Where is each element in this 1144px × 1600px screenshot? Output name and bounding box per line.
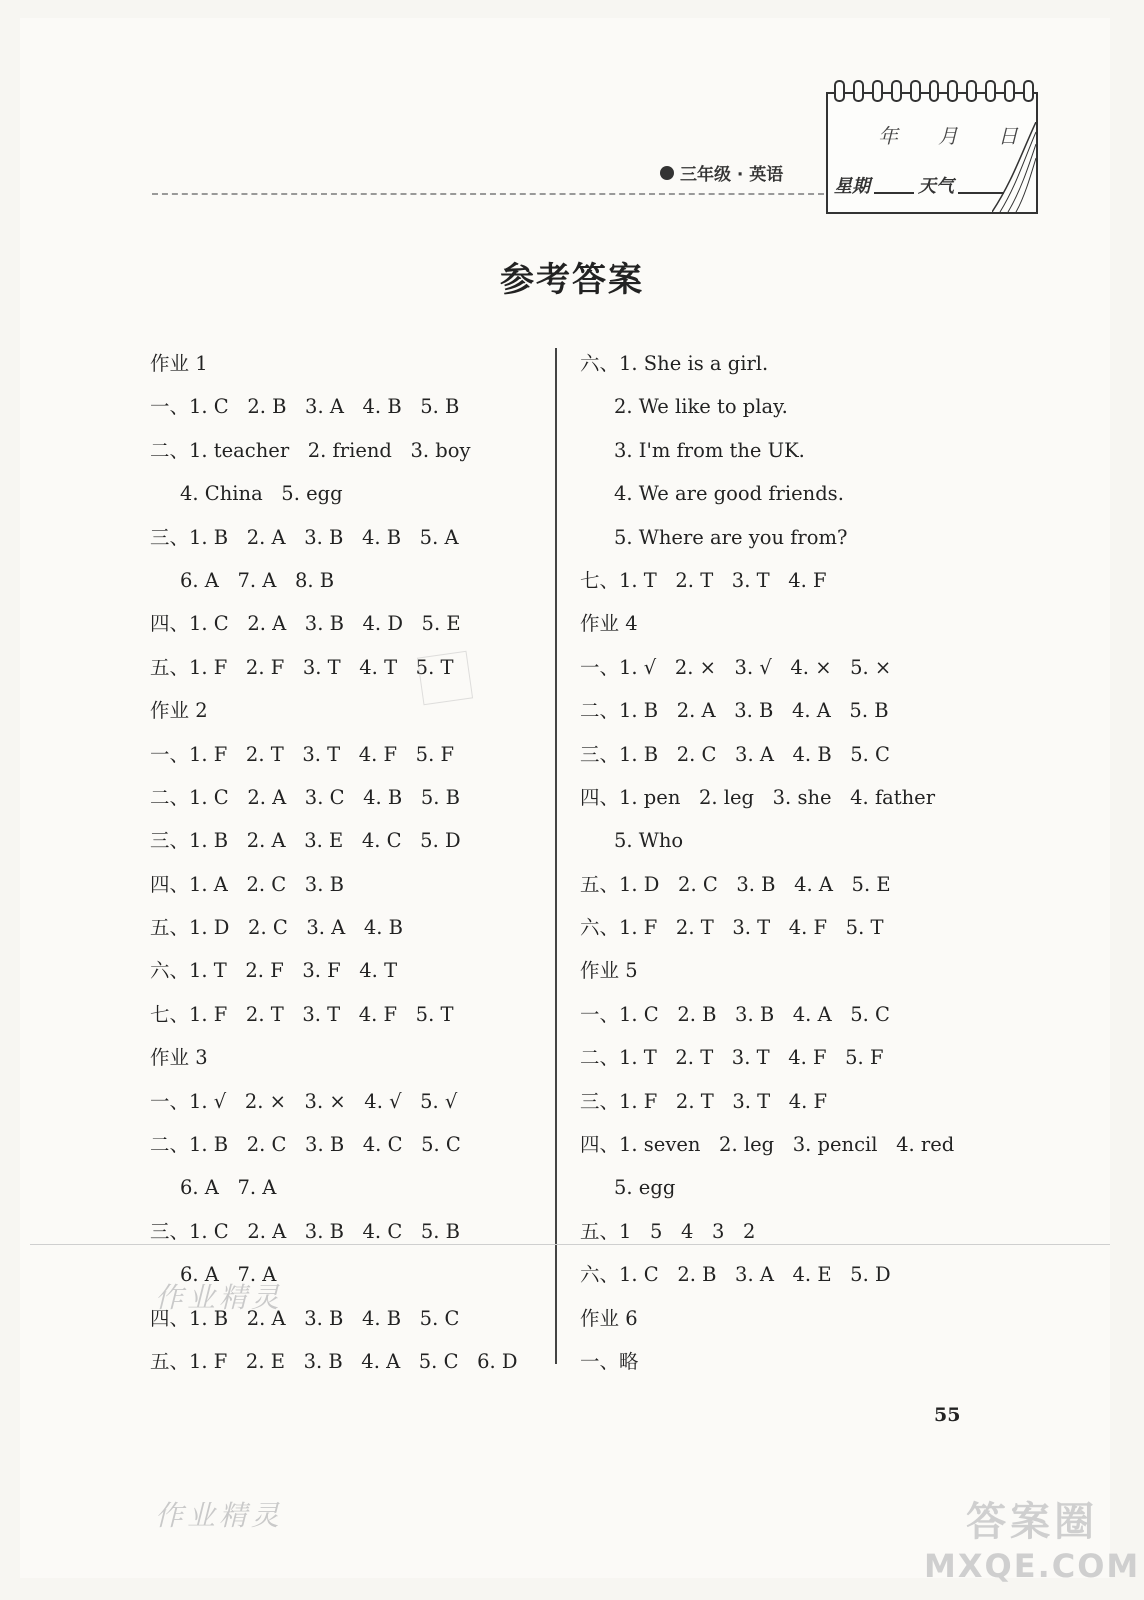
- calendar-week-label: 星期: [834, 176, 870, 197]
- answer-line: 二、1. B 2. C 3. B 4. C 5. C: [150, 1133, 461, 1157]
- stamp-watermark-icon: [417, 651, 473, 705]
- answer-line: 四、1. seven 2. leg 3. pencil 4. red: [580, 1133, 955, 1157]
- calendar-box: [826, 92, 1038, 214]
- answer-line: 三、1. C 2. A 3. B 4. C 5. B: [150, 1219, 460, 1243]
- answer-line: 五、1. D 2. C 3. A 4. B: [150, 916, 403, 940]
- homework-heading: 作业 3: [150, 1046, 208, 1070]
- calendar-month-label: 月: [938, 124, 958, 148]
- calendar-day-label: 日: [998, 124, 1018, 148]
- column-divider: [555, 348, 557, 1364]
- ring-icon: [985, 80, 996, 102]
- ring-icon: [966, 80, 977, 102]
- answer-line: 5. egg: [614, 1176, 676, 1200]
- answer-line: 二、1. teacher 2. friend 3. boy: [150, 438, 471, 462]
- homework-heading: 作业 6: [580, 1306, 638, 1330]
- homework-heading: 作业 4: [580, 612, 638, 636]
- answer-line: 四、1. C 2. A 3. B 4. D 5. E: [150, 612, 461, 636]
- answer-line: 6. A 7. A: [180, 1176, 277, 1200]
- answer-line: 三、1. B 2. C 3. A 4. B 5. C: [580, 742, 890, 766]
- answer-line: 5. Where are you from?: [614, 525, 848, 549]
- ring-icon: [947, 80, 958, 102]
- answer-line: 6. A 7. A: [180, 1263, 277, 1287]
- answers-right-column: [580, 342, 980, 1383]
- ring-icon: [834, 80, 845, 102]
- answer-line: 六、1. F 2. T 3. T 4. F 5. T: [580, 916, 884, 940]
- week-blank-line: [874, 190, 914, 194]
- answer-line: 五、1. F 2. F 3. T 4. T 5. T: [150, 655, 454, 679]
- page-number: 55: [934, 1404, 961, 1426]
- brand-watermark-bottom: MXQE.COM: [924, 1547, 1141, 1585]
- answer-line: 一、略: [580, 1349, 639, 1373]
- calendar-rings: [834, 80, 1034, 102]
- answer-line: 2. We like to play.: [614, 395, 788, 419]
- page-fold-line: [30, 1244, 1110, 1245]
- homework-heading: 作业 5: [580, 959, 638, 983]
- answer-line: 4. We are good friends.: [614, 482, 844, 506]
- answer-line: 三、1. B 2. A 3. E 4. C 5. D: [150, 829, 461, 853]
- grade-subject-label: [660, 160, 783, 185]
- answer-line: 五、1. D 2. C 3. B 4. A 5. E: [580, 872, 891, 896]
- answer-line: 5. Who: [614, 829, 684, 853]
- ring-icon: [910, 80, 921, 102]
- grade-subject-text: 三年级 · 英语: [680, 165, 784, 185]
- homework-heading: 作业 2: [150, 699, 208, 723]
- faded-watermark: 作业精灵: [155, 1281, 284, 1314]
- ring-icon: [872, 80, 883, 102]
- answer-line: 四、1. A 2. C 3. B: [150, 872, 344, 896]
- answer-line: 4. China 5. egg: [180, 482, 343, 506]
- homework-heading: 作业 1: [150, 352, 208, 375]
- answer-line: 三、1. B 2. A 3. B 4. B 5. A: [150, 525, 459, 549]
- faded-watermark-bottom: 作业精灵: [155, 1499, 284, 1532]
- answer-line: 六、1. T 2. F 3. F 4. T: [150, 959, 398, 983]
- answer-line: 二、1. C 2. A 3. C 4. B 5. B: [150, 785, 460, 809]
- answer-line: 五、1. F 2. E 3. B 4. A 5. C 6. D: [150, 1349, 518, 1373]
- answer-line: 一、1. √ 2. × 3. √ 4. × 5. ×: [580, 655, 892, 679]
- answer-line: 四、1. pen 2. leg 3. she 4. father: [580, 785, 936, 809]
- page-curl-icon: [992, 122, 1036, 212]
- ring-icon: [929, 80, 940, 102]
- brand-watermark-top: 答案圈: [966, 1499, 1099, 1545]
- answer-line: 四、1. B 2. A 3. B 4. B 5. C: [150, 1306, 460, 1330]
- ring-icon: [853, 80, 864, 102]
- answer-line: 二、1. T 2. T 3. T 4. F 5. F: [580, 1046, 884, 1070]
- bullet-dot-icon: [660, 166, 674, 180]
- answer-line: 3. I'm from the UK.: [614, 438, 805, 462]
- answer-line: 一、1. √ 2. × 3. × 4. √ 5. √: [150, 1089, 458, 1113]
- answer-line: 6. A 7. A 8. B: [180, 568, 335, 592]
- answer-line: 一、1. F 2. T 3. T 4. F 5. F: [150, 742, 455, 766]
- header-dashed-divider: [152, 193, 824, 195]
- answer-line: 五、1 5 4 3 2: [580, 1219, 756, 1243]
- calendar-weather-label: 天气: [918, 176, 954, 197]
- ring-icon: [891, 80, 902, 102]
- page-title: 参考答案: [500, 260, 644, 300]
- answer-line: 二、1. B 2. A 3. B 4. A 5. B: [580, 699, 889, 723]
- ring-icon: [1023, 80, 1034, 102]
- answer-line: 七、1. T 2. T 3. T 4. F: [580, 568, 827, 592]
- answer-line: 六、1. She is a girl.: [580, 352, 769, 375]
- answer-line: 三、1. F 2. T 3. T 4. F: [580, 1089, 828, 1113]
- answer-line: 七、1. F 2. T 3. T 4. F 5. T: [150, 1002, 454, 1026]
- answer-line: 一、1. C 2. B 3. B 4. A 5. C: [580, 1002, 890, 1026]
- ring-icon: [1004, 80, 1015, 102]
- brand-watermark: [924, 1490, 1140, 1585]
- calendar-year-label: 年: [878, 124, 898, 148]
- answers-left-column: [150, 342, 550, 1383]
- answer-line: 六、1. C 2. B 3. A 4. E 5. D: [580, 1263, 891, 1287]
- answer-line: 一、1. C 2. B 3. A 4. B 5. B: [150, 395, 460, 419]
